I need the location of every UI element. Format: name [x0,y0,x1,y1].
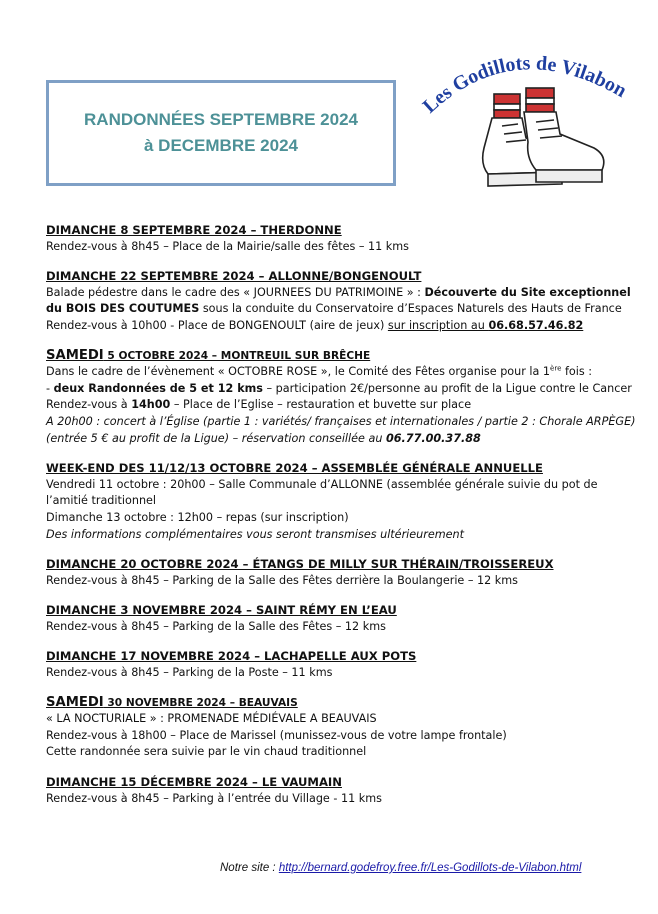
event-line: A 20h00 : concert à l’Église (partie 1 : variétés/ françaises et internationales / partie 2 : Chorale ARPÈGE) [46,414,636,428]
event-text: fois : [561,365,592,379]
event-text: (entrée 5 € au profit de la Ligue) – réservation conseillée au [46,431,386,445]
footer [220,862,581,874]
event-item [46,695,636,761]
event-line: Rendez-vous à 8h45 – Parking de la Salle des Fêtes derrière la Boulangerie – 12 kms [46,573,519,587]
event-item [46,348,636,448]
event-title: 5 OCTOBRE 2024 – MONTREUIL SUR BRÊCHE [103,349,371,362]
event-text: Rendez-vous à [46,398,132,412]
event-heading: DIMANCHE 8 SEPTEMBRE 2024 – THERDONNE [46,223,342,237]
event-item [46,460,636,543]
event-line: Des informations complémentaires vous seront transmises ultérieurement [46,527,464,541]
event-item [46,602,636,635]
event-heading: DIMANCHE 20 OCTOBRE 2024 – ÉTANGS DE MILLY SUR THÉRAIN/TROISSEREUX [46,557,554,572]
event-line: Dimanche 13 octobre : 12h00 – repas (sur inscription) [46,510,349,524]
event-text: Rendez-vous à 10h00 - Place de BONGENOULT (aire de jeux) [46,318,388,332]
event-item [46,556,636,589]
event-heading: DIMANCHE 22 SEPTEMBRE 2024 – ALLONNE/BONGENOULT [46,269,422,284]
logo-text: Les Godillots de Vilabon [418,52,631,118]
club-logo [418,52,640,202]
event-line [46,318,636,335]
event-highlight: Découverte du Site exceptionnel [424,285,631,299]
event-text: sous la conduite du Conservatoire d’Espaces Naturels des Hauts de France [199,302,622,316]
event-line [46,364,636,381]
event-line [46,381,636,398]
event-heading: DIMANCHE 15 DÉCEMBRE 2024 – LE VAUMAIN [46,775,342,790]
title-box [46,80,396,186]
event-line: Rendez-vous à 8h45 – Parking à l’entrée du Village - 11 kms [46,791,382,805]
event-item [46,774,636,807]
event-text: Dans le cadre de l’évènement « OCTOBRE ROSE », le Comité des Fêtes organise pour la 1 [46,365,551,379]
event-line [46,397,636,414]
event-line: Rendez-vous à 18h00 – Place de Marissel (munissez-vous de votre lampe frontale) [46,728,507,742]
event-line: Rendez-vous à 8h45 – Parking de la Poste – 11 kms [46,666,333,680]
event-line [46,285,636,302]
website-link[interactable]: http://bernard.godefroy.free.fr/Les-Godillots-de-Vilabon.html [278,862,582,874]
title-line-2: à DECEMBRE 2024 [143,136,298,155]
event-text: – Place de l’Eglise – restauration et buvette sur place [170,398,472,412]
event-heading: DIMANCHE 3 NOVEMBRE 2024 – SAINT RÉMY EN L’EAU [46,603,397,618]
event-day: SAMEDI [46,347,104,363]
event-title: 30 NOVEMBRE 2024 – BEAUVAIS [103,696,298,709]
event-highlight: 14h00 [131,398,171,412]
phone-number: 06.68.57.46.82 [488,318,584,332]
event-heading [46,348,636,365]
event-line: Rendez-vous à 8h45 – Place de la Mairie/salle des fêtes – 11 kms [46,239,410,253]
event-line: Cette randonnée sera suivie par le vin chaud traditionnel [46,745,367,759]
boot-icon [524,88,604,182]
event-line: Rendez-vous à 8h45 – Parking de la Salle des Fêtes – 12 kms [46,619,386,633]
event-line [46,431,636,448]
events-list [46,222,636,820]
event-heading: DIMANCHE 17 NOVEMBRE 2024 – LACHAPELLE AUX POTS [46,649,417,664]
event-line: « LA NOCTURIALE » : PROMENADE MÉDIÉVALE A BEAUVAIS [46,712,377,726]
title-line-1: RANDONNÉES SEPTEMBRE 2024 [84,110,358,129]
superscript: ère [550,364,562,373]
event-text: – participation 2€/personne au profit de la Ligue contre le Cancer [262,381,632,395]
event-item [46,222,636,255]
event-item [46,648,636,681]
event-text: - [46,381,54,395]
event-text: sur inscription au [387,318,489,332]
event-heading: WEEK-END DES 11/12/13 OCTOBRE 2024 – ASSEMBLÉE GÉNÉRALE ANNUELLE [46,461,543,476]
event-text: Balade pédestre dans le cadre des « JOURNEES DU PATRIMOINE » : [46,285,425,299]
event-day: SAMEDI [46,694,104,710]
event-highlight: du BOIS DES COUTUMES [46,302,200,316]
footer-label: Notre site : [220,862,279,874]
event-line [46,301,636,318]
event-heading [46,695,636,712]
phone-number: 06.77.00.37.88 [385,431,481,445]
event-line: Vendredi 11 octobre : 20h00 – Salle Communale d’ALLONNE (assemblée générale suivie du pot de l’amitié traditionnel [46,477,598,508]
event-highlight: deux Randonnées de 5 et 12 kms [53,381,263,395]
event-item [46,268,636,334]
